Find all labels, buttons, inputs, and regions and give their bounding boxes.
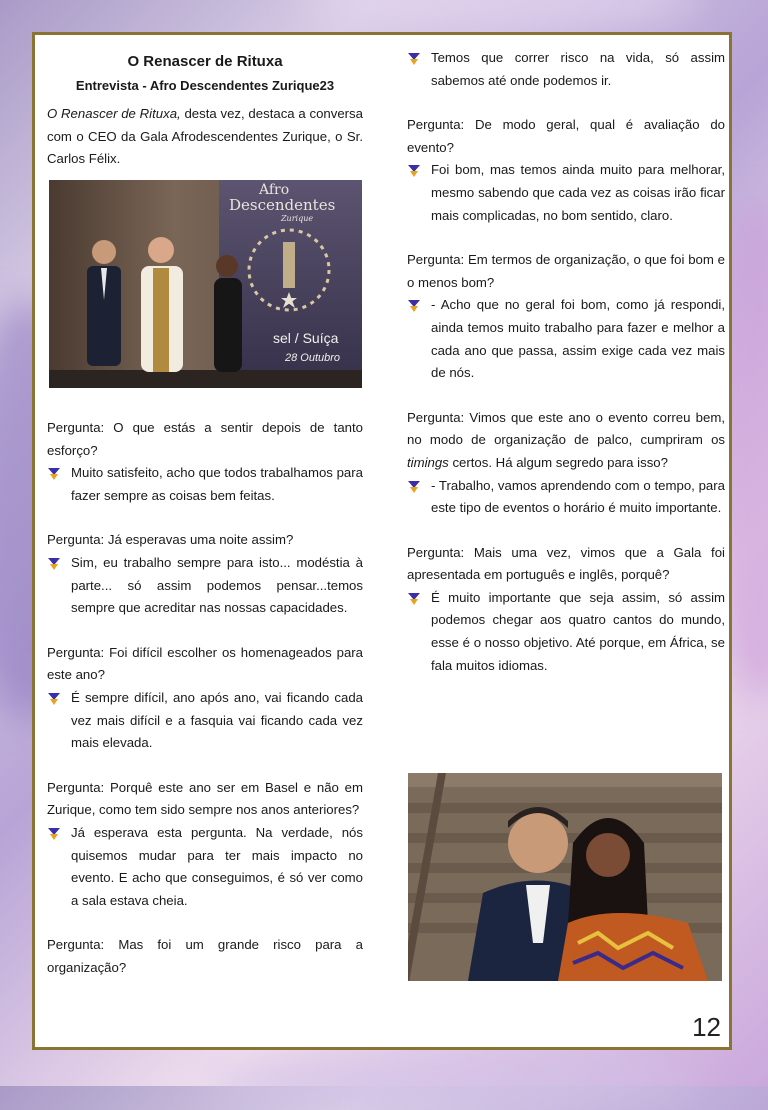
sign-line1: Afro — [259, 182, 290, 198]
arrow-bullet-icon — [408, 300, 420, 312]
answer — [407, 47, 725, 92]
question: Pergunta: Mas foi um grande risco para a organização? — [47, 937, 363, 975]
qa-block — [47, 529, 363, 619]
answer — [407, 475, 725, 520]
arrow-bullet-icon — [408, 165, 420, 177]
article-title: O Renascer de Rituxa — [127, 53, 283, 70]
arrow-bullet-icon — [48, 558, 60, 570]
answer — [407, 159, 725, 227]
arrow-bullet-icon — [408, 481, 420, 493]
qa-block — [47, 777, 363, 913]
arrow-bullet-icon — [48, 693, 60, 705]
intro-paragraph — [47, 103, 363, 171]
left-column — [47, 35, 363, 975]
left-qa-list — [47, 417, 363, 979]
answer-text: - Acho que no geral foi bom, como já respondi, ainda temos muito trabalho para fazer e melhor a cada ano que passa, assim exige cada vez mais de nós. — [431, 297, 725, 381]
answer — [47, 462, 363, 507]
intro-text: desta vez, destaca a conversa com o CEO da Gala Afrodescendentes Zurique, o Sr. Carlos Félix. — [47, 106, 363, 167]
answer-text: - Trabalho, vamos aprendendo com o tempo, para este tipo de eventos o horário é muito importante. — [431, 477, 725, 516]
question: Pergunta: Em termos de organização, o que foi bom e o menos bom? — [407, 252, 725, 290]
article-subtitle: Entrevista - Afro Descendentes Zurique23 — [75, 78, 335, 93]
answer — [47, 822, 363, 912]
question: Pergunta: Mais uma vez, vimos que a Gala foi apresentada em português e inglês, porquê? — [407, 544, 725, 583]
portrait-photo-graphic — [408, 773, 722, 981]
question: Pergunta: Vimos que este ano o evento correu bem, no modo de organização de palco, cumpriram os timings certos. Há algum segredo para isso? — [407, 409, 725, 470]
answer-text: Foi bom, mas temos ainda muito para melhorar, mesmo sabendo que cada vez as coisas irão ficar mais complicadas, no bom sentido, claro. — [431, 162, 725, 223]
answer-text: Temos que correr risco na vida, só assim sabemos até onde podemos ir. — [431, 50, 725, 88]
page-number: 12 — [692, 1012, 721, 1042]
arrow-bullet-icon — [48, 468, 60, 480]
question: Pergunta: O que estás a sentir depois de tanto esforço? — [47, 420, 363, 458]
sign-location: sel / Suíça — [273, 330, 339, 346]
qa-block — [407, 542, 725, 678]
sign-date: 28 Outubro — [285, 352, 341, 364]
answer — [407, 294, 725, 384]
answer-text: Muito satisfeito, acho que todos trabalhamos para fazer sempre as coisas bem feitas. — [71, 465, 363, 503]
arrow-bullet-icon — [408, 53, 420, 65]
question: Pergunta: Foi difícil escolher os homenageados para este ano? — [47, 644, 363, 683]
answer-text: É sempre difícil, ano após ano, vai ficando cada vez mais difícil e a fasquia vai ficando cada vez mais elevada. — [71, 689, 363, 751]
qa-block — [47, 642, 363, 755]
arrow-bullet-icon — [48, 828, 60, 840]
portrait-photo — [408, 773, 722, 981]
page-frame — [32, 32, 732, 1050]
answer — [47, 687, 363, 755]
sign-line2: Descendentes — [229, 196, 336, 214]
question: Pergunta: De modo geral, qual é avaliação do evento? — [407, 117, 725, 155]
answer — [47, 552, 363, 620]
qa-block — [407, 114, 725, 227]
answer — [407, 587, 725, 677]
gala-stage-photo — [49, 180, 362, 388]
qa-block — [407, 249, 725, 385]
answer-text: Já esperava esta pergunta. Na verdade, nós quisemos mudar para ter mais impacto no evento. E acho que conseguimos, é só ver como a sala estava cheia. — [71, 824, 363, 908]
question: Pergunta: Porquê este ano ser em Basel e não em Zurique, como tem sido sempre nos anos anteriores? — [47, 779, 363, 818]
arrow-bullet-icon — [408, 593, 420, 605]
answer-text: É muito importante que seja assim, só assim podemos chegar aos quatro cantos do mundo, esse é o nosso objetivo. Até porque, em África, se fala muitos idiomas. — [431, 589, 725, 673]
sign-line3: Zurique — [281, 214, 314, 223]
right-column — [407, 35, 725, 677]
intro-italic: O Renascer de Rituxa, — [47, 106, 181, 121]
answer-text: Sim, eu trabalho sempre para isto... modéstia à parte... só assim podemos pensar...temos sempre que acreditar nas nossas capacidades. — [71, 554, 363, 616]
question: Pergunta: Já esperavas uma noite assim? — [47, 532, 294, 548]
qa-block — [407, 407, 725, 520]
qa-block — [47, 934, 363, 979]
qa-block — [47, 417, 363, 507]
